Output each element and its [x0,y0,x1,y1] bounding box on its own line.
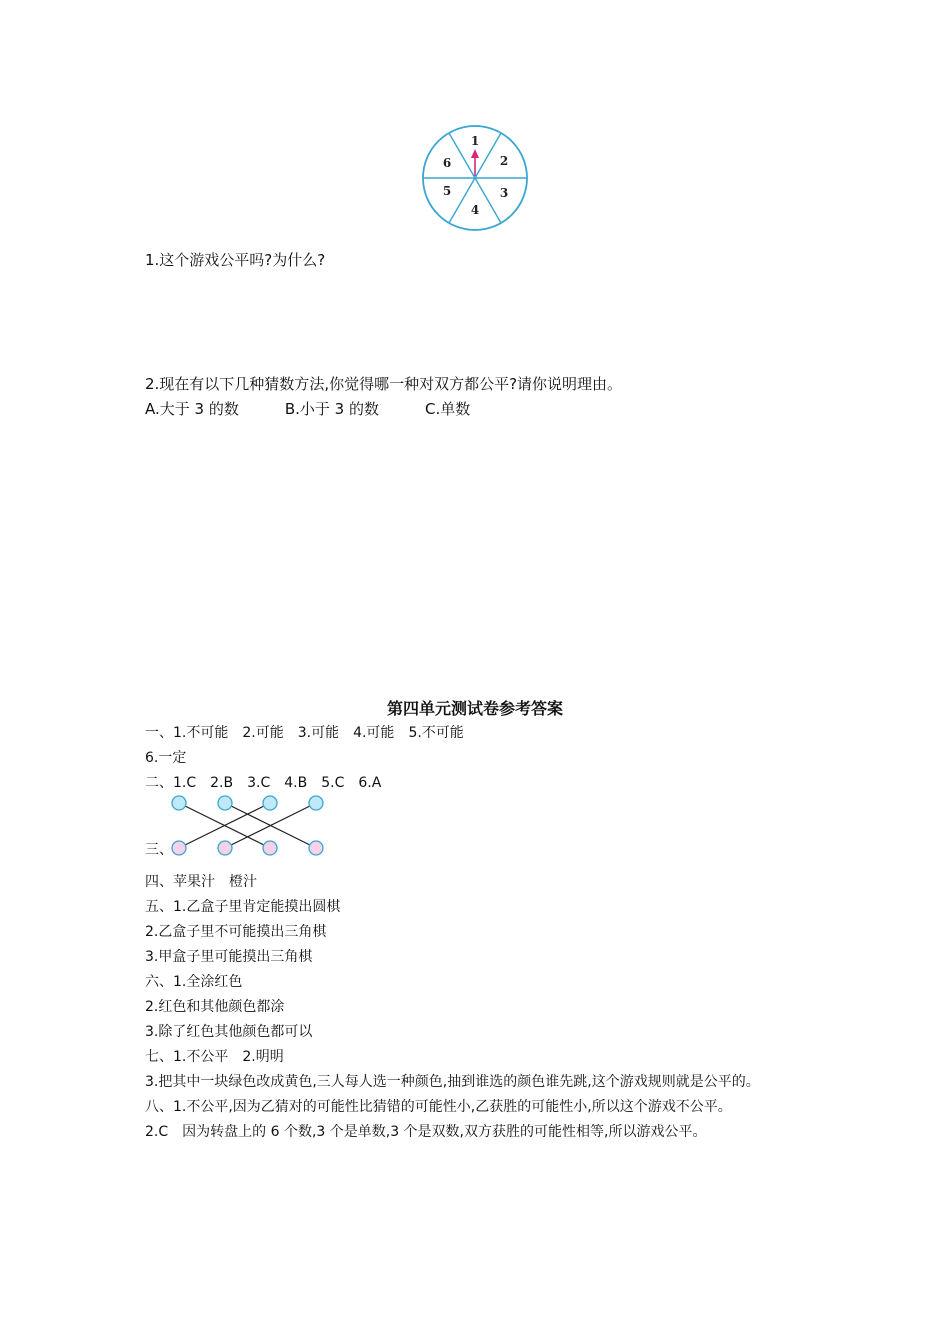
option-a: A.大于 3 的数 [145,400,239,418]
answer-section-8-1: 八、1.不公平,因为乙猜对的可能性比猜错的可能性小,乙获胜的可能性小,所以这个游戏不公平。 [145,1099,732,1115]
answer-section-6-3: 3.除了红色其他颜色都可以 [145,1024,313,1040]
matching-top-circle [218,796,232,810]
question-2: 2.现在有以下几种猜数方法,你觉得哪一种对双方都公平?请你说明理由。 [145,375,623,393]
matching-bottom-circle [263,841,277,855]
answer-title: 第四单元测试卷参考答案 [386,699,563,718]
answer-section-2 [145,773,395,793]
answer-item: 5.不可能 [408,725,464,741]
matching-top-circle [263,796,277,810]
answer-item: 2.可能 [242,725,284,741]
answer-section-4: 四、苹果汁 橙汁 [145,874,257,890]
answer-item: 4.可能 [353,725,395,741]
spinner-number: 1 [470,134,480,148]
question-1: 1.这个游戏公平吗?为什么? [145,251,326,269]
answer-section-7-3: 3.把其中一块绿色改成黄色,三人每人选一种颜色,抽到谁选的颜色谁先跳,这个游戏规则就是公平的。 [145,1074,760,1090]
answer-item: 3.可能 [297,725,340,741]
matching-bottom-circle [172,841,186,855]
answer-section-1-extra: 6.一定 [145,750,187,766]
answer-section-1 [145,723,478,743]
matching-diagram [165,793,335,859]
answer-section-7-1: 七、1.不公平 2.明明 [145,1049,284,1065]
answer-item: 6.A [358,775,382,791]
answer-section-5-1: 五、1.乙盒子里肯定能摸出圆棋 [145,899,341,915]
spinner-figure [419,122,531,234]
answer-item: 5.C [321,775,345,791]
section-label: 二、 [145,775,173,791]
answer-item: 1.C [173,775,197,791]
answer-section-6-2: 2.红色和其他颜色都涂 [145,999,285,1015]
spinner-number: 6 [442,156,452,170]
answer-section-5-3: 3.甲盒子里可能摸出三角棋 [145,949,313,965]
section-label: 一、 [145,725,173,741]
option-c: C.单数 [425,400,471,418]
matching-top-circle [172,796,186,810]
answer-section-8-2: 2.C 因为转盘上的 6 个数,3 个是单数,3 个是双数,双方获胜的可能性相等,所以游戏公平。 [145,1124,707,1140]
spinner-number: 3 [499,186,509,200]
answer-section-5-2: 2.乙盒子里不可能摸出三角棋 [145,924,327,940]
answer-item: 1.不可能 [173,725,229,741]
answer-section-6-1: 六、1.全涂红色 [145,974,243,990]
answer-item: 3.C [247,775,271,791]
question-2-options [145,399,516,419]
spinner-number: 4 [470,203,480,217]
spinner-number: 5 [442,184,452,198]
spinner-number: 2 [499,154,509,168]
matching-bottom-circle [218,841,232,855]
option-b: B.小于 3 的数 [284,400,379,418]
answer-item: 2.B [210,775,234,791]
matching-top-circle [309,796,323,810]
answer-section-3: 三、 [145,842,173,858]
answer-item: 4.B [284,775,308,791]
matching-bottom-circle [309,841,323,855]
